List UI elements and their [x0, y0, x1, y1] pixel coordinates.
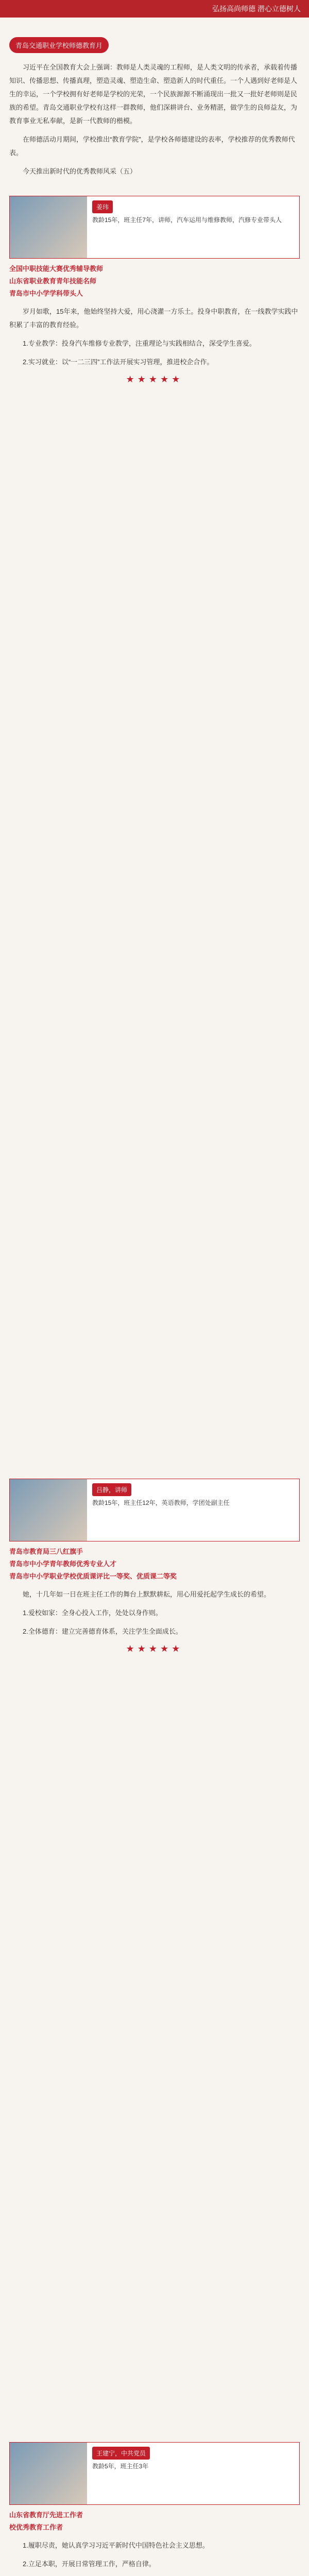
- teacher-card: [9, 196, 300, 259]
- award-item: 全国中职技能大赛优秀辅导教师: [9, 265, 104, 273]
- teacher-content: [9, 1588, 300, 1638]
- teacher-card: [9, 1479, 300, 1541]
- teacher-content: [9, 305, 300, 369]
- teacher-section-1: [9, 196, 300, 389]
- award-item: 校优秀教育工作者: [9, 2523, 63, 2531]
- content-p: 2.实习就业：以“一二三四”工作法开展实习管理，推进校企合作。: [23, 358, 214, 366]
- teacher-photo: [10, 196, 87, 258]
- intro-p1: 习近平在全国教育大会上强调：教师是人类灵魂的工程师，是人类文明的传承者，承载着传播知识、传播思想、传播真理，塑造灵魂、塑造生命、塑造新人的时代重任。一个人遇到好老师是人生的幸运，一个学校拥有好老师是学校的光荣，一个民族源源不断涌现出一批又一批好老师则是民族的希望。青岛交通职业学校有这样一群教师，他们深耕讲台、业务精湛，做学生的良师益友，为教育事业无私奉献，是新一代教师的楷模。: [9, 63, 298, 125]
- teacher-card: [9, 2442, 300, 2505]
- award-list: [9, 2509, 300, 2534]
- section-pill: 青岛交通职业学校师德教育月: [9, 37, 109, 53]
- content-p: 1.履职尽责，她认真学习习近平新时代中国特色社会主义思想。: [23, 2541, 209, 2549]
- teacher-photo: [10, 2443, 87, 2504]
- star-divider: ★★★★★: [126, 1643, 183, 1654]
- teacher-summary: 教龄15年，班主任7年，讲师，汽车运用与维修教师，汽修专业带头人: [92, 216, 282, 224]
- content-p: 1.专业教学：投身汽车维修专业教学，注重理论与实践相结合，深受学生喜爱。: [23, 340, 256, 347]
- award-list: [9, 1546, 300, 1583]
- teacher-content: [9, 2539, 300, 2576]
- teacher-section-3: [9, 2442, 300, 2576]
- teacher-tag: 王建宁，中共党员: [92, 2447, 150, 2460]
- teacher-photo: [10, 1479, 87, 1541]
- award-item: 山东省职业教育青年技能名师: [9, 277, 97, 285]
- content-p: 2.全体德育：建立完善德育体系，关注学生全面成长。: [23, 1628, 182, 1635]
- award-item: 青岛市中小学青年教师优秀专业人才: [9, 1560, 117, 1568]
- teacher-tag: 姜玮: [92, 200, 113, 213]
- award-item: 青岛市中小学职业学校优质课评比一等奖、优质课二等奖: [9, 1572, 177, 1580]
- teacher-summary: 教龄15年，班主任12年，英语教师，学团处副主任: [92, 1499, 230, 1506]
- content-p: 她，十几年如一日在班主任工作的舞台上默默耕耘，用心用爱托起学生成长的希望。: [23, 1590, 271, 1598]
- content-p: 岁月如歌，15年来，他始终坚持大爱，用心浇灌一方乐土。投身中职教育，在一线教学实践中积累了丰富的教育经验。: [9, 308, 298, 329]
- teacher-summary: 教龄5年，班主任3年: [92, 2463, 149, 2470]
- intro-p3: 今天推出新时代的优秀教师风采（五）: [23, 167, 137, 175]
- star-divider: ★★★★★: [126, 374, 183, 384]
- intro-p2: 在师德活动月期间，学校推出“教育学院”，是学校各师德建设的表率，学校推荐的优秀教师代表。: [9, 135, 295, 157]
- banner-text: 弘扬高尚师德 潜心立德树人: [212, 5, 301, 13]
- intro: [9, 61, 300, 183]
- award-item: 青岛市教育局三八红旗手: [9, 1548, 83, 1555]
- award-item: 山东省教育厅先进工作者: [9, 2511, 83, 2519]
- teacher-section-2: [9, 1479, 300, 1658]
- award-item: 青岛市中小学学科带头人: [9, 290, 83, 297]
- content-p: 2.立足本职，开展日常管理工作，严格自律。: [23, 2560, 156, 2568]
- top-banner: [0, 0, 309, 18]
- teacher-tag: 吕静，讲师: [92, 1483, 131, 1496]
- content-p: 1.爱校如家：全身心投入工作，处处以身作则。: [23, 1609, 162, 1617]
- award-list: [9, 263, 300, 300]
